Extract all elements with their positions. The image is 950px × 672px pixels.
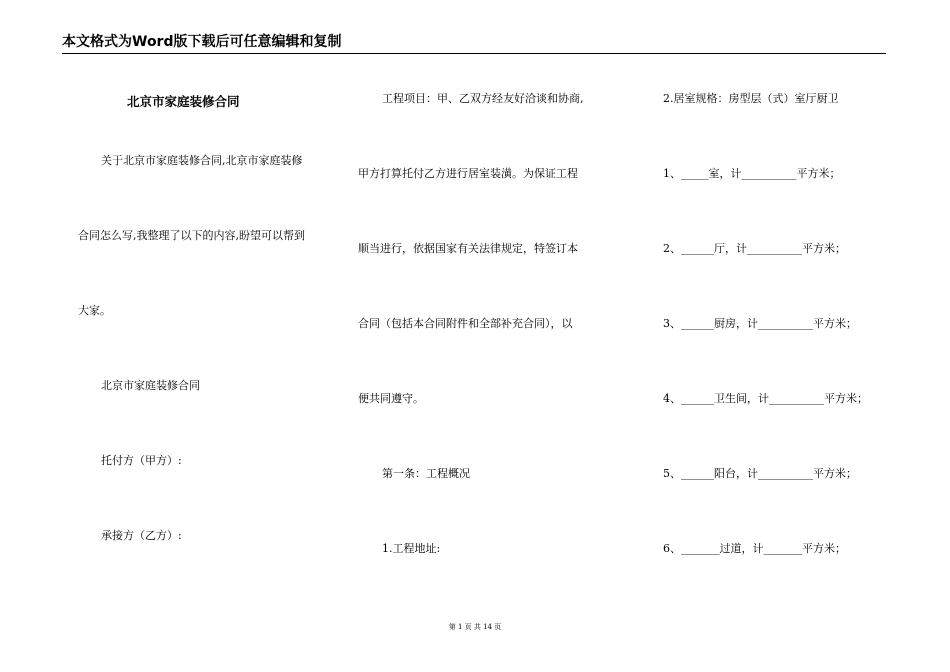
header-divider	[62, 53, 886, 54]
document-title: 北京市家庭装修合同	[127, 94, 240, 109]
col1-line-2: 合同怎么写,我整理了以下的内容,盼望可以帮到	[78, 229, 305, 242]
col3-line-5: 4、______卫生间，计__________平方米；	[663, 392, 868, 405]
col2-line-4: 合同（包括本合同附件和全部补充合同），以	[358, 317, 573, 330]
page-number-footer: 第 1 页 共 14 页	[448, 623, 502, 631]
col2-line-5: 便共同遵守。	[358, 392, 424, 405]
col3-line-3: 2、______厅，计__________平方米；	[663, 242, 846, 255]
col1-line-5: 托付方（甲方）:	[101, 454, 182, 467]
col1-line-4: 北京市家庭装修合同	[101, 379, 200, 392]
document-header: 本文格式为Word版下载后可任意编辑和复制	[62, 34, 342, 50]
col3-line-2: 1、_____室，计__________平方米；	[663, 167, 841, 180]
col2-line-7: 1.工程地址:	[382, 542, 441, 555]
col2-line-3: 顺当进行，依据国家有关法律规定，特签订本	[358, 242, 578, 255]
col1-line-3: 大家。	[78, 304, 111, 317]
col2-line-2: 甲方打算托付乙方进行居室装潢。为保证工程	[358, 167, 578, 180]
col2-line-1: 工程项目：甲、乙双方经友好洽谈和协商,	[382, 92, 584, 105]
col3-line-4: 3、______厨房，计__________平方米；	[663, 317, 857, 330]
col1-line-6: 承接方（乙方）:	[101, 529, 182, 542]
col1-line-1: 关于北京市家庭装修合同,北京市家庭装修	[101, 154, 303, 167]
col2-line-6: 第一条：工程概况	[382, 467, 470, 480]
col3-line-6: 5、______阳台，计__________平方米；	[663, 467, 857, 480]
col3-line-7: 6、_______过道，计_______平方米；	[663, 542, 846, 555]
col3-line-1: 2.居室规格：房型层（式）室厅厨卫	[663, 92, 839, 105]
